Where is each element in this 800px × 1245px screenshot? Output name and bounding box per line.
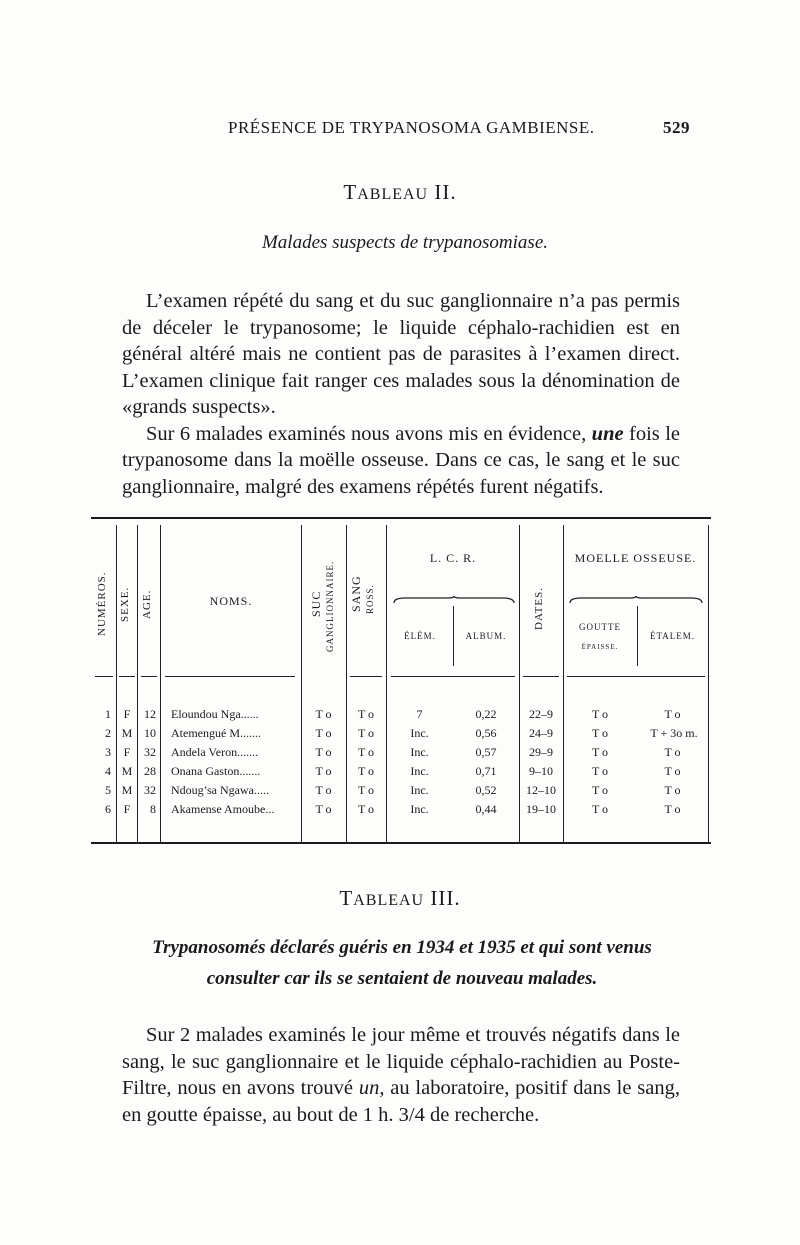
table-row xyxy=(91,783,711,801)
header-numeros: NUMÉROS. xyxy=(96,571,108,637)
header-etalem: ÉTALEM. xyxy=(649,631,696,641)
cell-suc: T o xyxy=(315,783,332,797)
cell-elem: Inc. xyxy=(410,802,429,816)
cell-sexe: F xyxy=(123,802,131,816)
tableau3-title-small: ABLEAU xyxy=(353,892,425,909)
cell-age: 12 xyxy=(144,707,156,721)
cell-elem: Inc. xyxy=(410,726,429,740)
cell-album: 0,56 xyxy=(475,726,497,740)
tableau2-title-small: ABLEAU xyxy=(357,186,429,203)
tableau3-title-roman: III. xyxy=(430,886,461,910)
cell-sexe: M xyxy=(121,764,133,778)
header-moelle: MOELLE OSSEUSE. xyxy=(574,551,697,565)
cell-goutte: T o xyxy=(591,726,609,740)
paragraph xyxy=(122,1022,680,1128)
cell-album: 0,44 xyxy=(475,802,497,816)
tableau3-title-prefix: T xyxy=(339,886,354,910)
cell-sexe: F xyxy=(123,707,131,721)
header-dates: DATES. xyxy=(533,587,545,631)
cell-num: 3 xyxy=(105,745,111,759)
cell-nom: Ndoug’sa Ngawa..... xyxy=(171,783,269,797)
cell-sang: T o xyxy=(357,726,375,740)
cell-elem: Inc. xyxy=(410,745,429,759)
cell-date: 29–9 xyxy=(529,745,553,759)
header-ganglionnaire: GANGLIONNAIRE. xyxy=(325,560,335,652)
tableau2-body xyxy=(122,288,680,500)
tableau2-title xyxy=(0,180,800,205)
text-run: Sur 2 malades examinés le jour même et trouvés négatifs dans le sang, le suc ganglionnaire et le liquide céphalo-rachidien au Poste-Filtre, nous en avons trouvé xyxy=(122,1024,680,1099)
cell-elem: Inc. xyxy=(410,783,429,797)
cell-age: 32 xyxy=(144,745,156,759)
header-lcr: L. C. R. xyxy=(429,551,477,565)
cell-age: 28 xyxy=(144,764,156,778)
cell-nom: Andela Veron....... xyxy=(171,745,259,759)
cell-num: 1 xyxy=(105,707,111,721)
cell-age: 10 xyxy=(144,726,156,740)
cell-num: 6 xyxy=(105,802,111,816)
cell-etalem: T o xyxy=(664,745,681,759)
cell-num: 5 xyxy=(105,783,111,797)
cell-goutte: T o xyxy=(591,707,609,721)
cell-goutte: T o xyxy=(591,802,609,816)
cell-etalem: T o xyxy=(664,802,681,816)
emphasis: une xyxy=(591,422,624,445)
header-epaisse: ÉPAISSE. xyxy=(581,643,619,651)
cell-album: 0,22 xyxy=(475,707,497,721)
cell-nom: Onana Gaston....... xyxy=(171,764,261,778)
cell-sexe: M xyxy=(121,783,133,797)
cell-suc: T o xyxy=(315,707,332,721)
header-sang: SANG xyxy=(349,575,363,613)
cell-etalem: T o xyxy=(664,707,681,721)
tableau3-subtitle: Trypanosomés déclarés guéris en 1934 et 1935 et qui sont venus consulter car ils se sentaient de nouveau malades. xyxy=(152,937,652,989)
cell-goutte: T o xyxy=(591,764,609,778)
paragraph: L’examen répété du sang et du suc ganglionnaire n’a pas permis de déceler le trypanosome; le liquide céphalo-rachidien est en général altéré mais ne contient pas de parasites à l’examen direct. L’examen clinique fait ranger ces malades sous la dénomination de «grands suspects». xyxy=(122,290,680,418)
tableau3-title xyxy=(0,886,800,911)
cell-sang: T o xyxy=(357,745,375,759)
header-suc: SUC xyxy=(309,590,323,618)
cell-album: 0,57 xyxy=(475,745,497,759)
table-row xyxy=(91,745,711,763)
cell-num: 2 xyxy=(105,726,111,740)
table-row xyxy=(91,764,711,782)
cell-etalem: T o xyxy=(664,783,681,797)
cell-goutte: T o xyxy=(591,745,609,759)
tableau3-body xyxy=(122,1022,680,1128)
cell-elem: 7 xyxy=(416,707,423,721)
cell-date: 19–10 xyxy=(526,802,556,816)
tableau2-subtitle: Malades suspects de trypanosomiase. xyxy=(261,232,549,253)
cell-sang: T o xyxy=(357,707,375,721)
cell-date: 24–9 xyxy=(529,726,553,740)
header-noms: NOMS. xyxy=(209,594,253,608)
cell-suc: T o xyxy=(315,802,332,816)
cell-album: 0,71 xyxy=(475,764,497,778)
cell-sang: T o xyxy=(357,764,375,778)
text-run: fois le trypanosome dans la moëlle osseuse. Dans ce cas, le sang et le suc ganglionnaire, malgré des examens répétés furent négatifs. xyxy=(122,422,680,498)
page-number: 529 xyxy=(663,118,690,137)
cell-date: 22–9 xyxy=(529,707,553,721)
cell-etalem: T + 3o m. xyxy=(650,726,698,740)
cell-num: 4 xyxy=(105,764,111,778)
cell-nom: Eloundou Nga...... xyxy=(171,707,259,721)
lcr-brace xyxy=(393,596,515,604)
patients-table xyxy=(91,517,711,844)
cell-nom: Akamense Amoube... xyxy=(171,802,275,816)
table-row xyxy=(91,707,711,725)
cell-album: 0,52 xyxy=(475,783,497,797)
cell-suc: T o xyxy=(315,745,332,759)
cell-suc: T o xyxy=(315,726,332,740)
cell-age: 8 xyxy=(150,802,156,816)
cell-date: 12–10 xyxy=(526,783,556,797)
header-sexe: SEXE. xyxy=(119,586,131,622)
cell-sang: T o xyxy=(357,802,375,816)
tableau2-title-roman: II. xyxy=(434,180,457,204)
paragraph xyxy=(122,421,680,501)
cell-sexe: M xyxy=(121,726,133,740)
cell-nom: Atemengué M....... xyxy=(171,726,261,740)
header-goutte: GOUTTE xyxy=(579,622,621,632)
table-row xyxy=(91,802,711,820)
tableau2-title-prefix: T xyxy=(343,180,358,204)
cell-elem: Inc. xyxy=(410,764,429,778)
header-album: ALBUM. xyxy=(465,631,507,641)
text-run: Sur 6 malades examinés nous avons mis en évidence, xyxy=(146,422,592,445)
cell-etalem: T o xyxy=(664,764,681,778)
cell-goutte: T o xyxy=(591,783,609,797)
emphasis: un xyxy=(358,1077,380,1099)
cell-suc: T o xyxy=(315,764,332,778)
cell-date: 9–10 xyxy=(529,764,553,778)
text-run: , au laboratoire, positif dans le sang, en goutte épaisse, au bout de 1 h. 3/4 de recherche. xyxy=(122,1077,680,1126)
header-ross: ROSS. xyxy=(365,584,375,614)
header-elem: ÉLÉM. xyxy=(404,631,436,641)
cell-age: 32 xyxy=(144,783,156,797)
cell-sexe: F xyxy=(123,745,131,759)
moelle-brace xyxy=(569,596,703,604)
cell-sang: T o xyxy=(357,783,375,797)
running-title: PRÉSENCE DE TRYPANOSOMA GAMBIENSE. xyxy=(228,118,595,137)
table-row xyxy=(91,726,711,744)
header-age: AGE. xyxy=(141,589,153,619)
